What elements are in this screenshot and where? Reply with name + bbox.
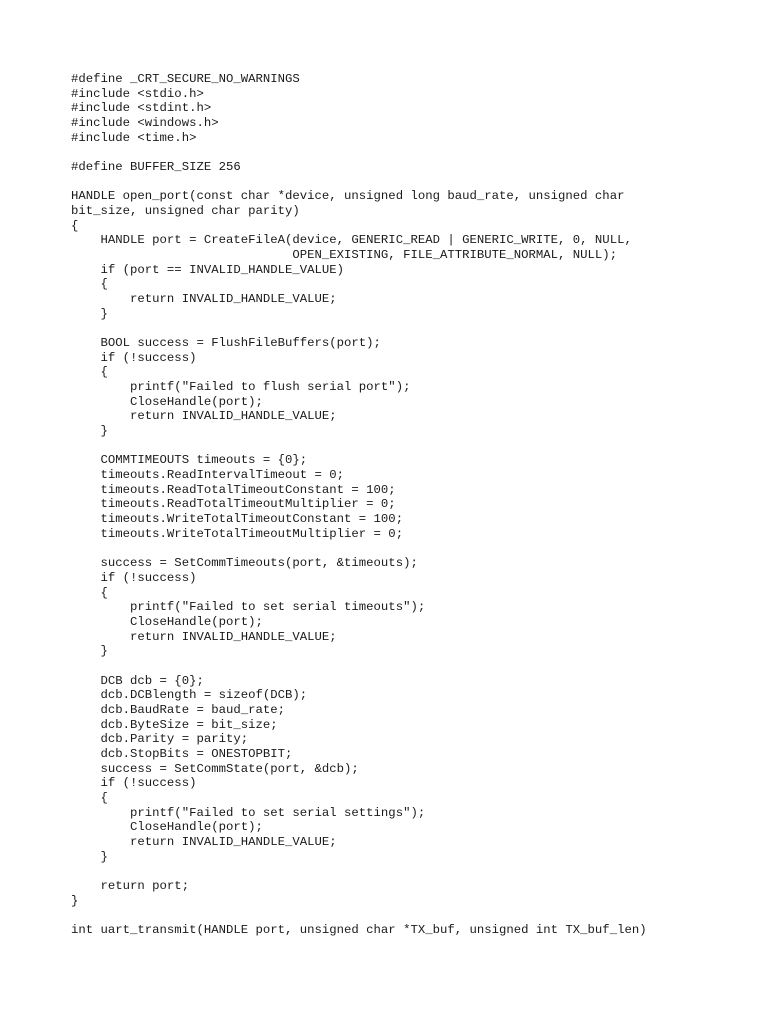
code-line: printf("Failed to flush serial port"); bbox=[71, 380, 411, 395]
code-line: } bbox=[71, 893, 79, 908]
code-line: } bbox=[71, 849, 108, 864]
code-line: { bbox=[71, 218, 79, 233]
code-line bbox=[71, 659, 751, 674]
code-line: HANDLE open_port(const char *device, unsigned long baud_rate, unsigned char bbox=[71, 189, 625, 204]
code-line: return INVALID_HANDLE_VALUE; bbox=[71, 834, 337, 849]
code-line: printf("Failed to set serial timeouts"); bbox=[71, 600, 426, 615]
code-line bbox=[71, 542, 751, 557]
code-line: int uart_transmit(HANDLE port, unsigned char *TX_buf, unsigned int TX_buf_len) bbox=[71, 922, 647, 937]
code-line bbox=[71, 175, 751, 190]
code-line: COMMTIMEOUTS timeouts = {0}; bbox=[71, 453, 308, 468]
code-line: { bbox=[71, 585, 108, 600]
code-line: #define BUFFER_SIZE 256 bbox=[71, 160, 241, 175]
code-line: dcb.Parity = parity; bbox=[71, 732, 249, 747]
code-line: #include <windows.h> bbox=[71, 116, 219, 131]
code-line: return INVALID_HANDLE_VALUE; bbox=[71, 292, 337, 307]
code-line: } bbox=[71, 644, 108, 659]
code-line: CloseHandle(port); bbox=[71, 614, 263, 629]
code-line: { bbox=[71, 277, 108, 292]
code-line: bit_size, unsigned char parity) bbox=[71, 204, 300, 219]
code-line: CloseHandle(port); bbox=[71, 820, 263, 835]
code-line bbox=[71, 864, 751, 879]
code-line: if (!success) bbox=[71, 570, 197, 585]
code-line: timeouts.WriteTotalTimeoutMultiplier = 0; bbox=[71, 526, 404, 541]
code-line bbox=[71, 908, 751, 923]
code-line: if (port == INVALID_HANDLE_VALUE) bbox=[71, 262, 345, 277]
code-line: DCB dcb = {0}; bbox=[71, 673, 204, 688]
code-line: success = SetCommState(port, &dcb); bbox=[71, 761, 359, 776]
code-line: timeouts.WriteTotalTimeoutConstant = 100; bbox=[71, 512, 404, 527]
code-line: if (!success) bbox=[71, 776, 197, 791]
code-line: { bbox=[71, 790, 108, 805]
code-line bbox=[71, 145, 751, 160]
code-line: { bbox=[71, 365, 108, 380]
code-line: dcb.BaudRate = baud_rate; bbox=[71, 702, 286, 717]
code-line: } bbox=[71, 424, 108, 439]
code-line bbox=[71, 321, 751, 336]
code-line: HANDLE port = CreateFileA(device, GENERIC_READ | GENERIC_WRITE, 0, NULL, bbox=[71, 233, 632, 248]
code-line: timeouts.ReadTotalTimeoutConstant = 100; bbox=[71, 482, 396, 497]
code-line: dcb.DCBlength = sizeof(DCB); bbox=[71, 688, 308, 703]
code-listing bbox=[71, 72, 751, 938]
code-line: } bbox=[71, 306, 108, 321]
code-line: timeouts.ReadIntervalTimeout = 0; bbox=[71, 468, 345, 483]
code-line: printf("Failed to set serial settings"); bbox=[71, 805, 426, 820]
code-line: return port; bbox=[71, 878, 190, 893]
code-line: #include <stdint.h> bbox=[71, 101, 212, 116]
code-line: return INVALID_HANDLE_VALUE; bbox=[71, 409, 337, 424]
code-line bbox=[71, 439, 751, 454]
code-line: timeouts.ReadTotalTimeoutMultiplier = 0; bbox=[71, 497, 396, 512]
code-line: CloseHandle(port); bbox=[71, 394, 263, 409]
code-line: #include <stdio.h> bbox=[71, 86, 204, 101]
code-line: BOOL success = FlushFileBuffers(port); bbox=[71, 336, 381, 351]
code-line: #include <time.h> bbox=[71, 130, 197, 145]
code-line: if (!success) bbox=[71, 350, 197, 365]
code-line: OPEN_EXISTING, FILE_ATTRIBUTE_NORMAL, NULL); bbox=[71, 248, 618, 263]
code-line: success = SetCommTimeouts(port, &timeouts); bbox=[71, 556, 418, 571]
code-line: dcb.StopBits = ONESTOPBIT; bbox=[71, 746, 293, 761]
code-line: #define _CRT_SECURE_NO_WARNINGS bbox=[71, 72, 300, 86]
code-line: return INVALID_HANDLE_VALUE; bbox=[71, 629, 337, 644]
code-line: dcb.ByteSize = bit_size; bbox=[71, 717, 278, 732]
